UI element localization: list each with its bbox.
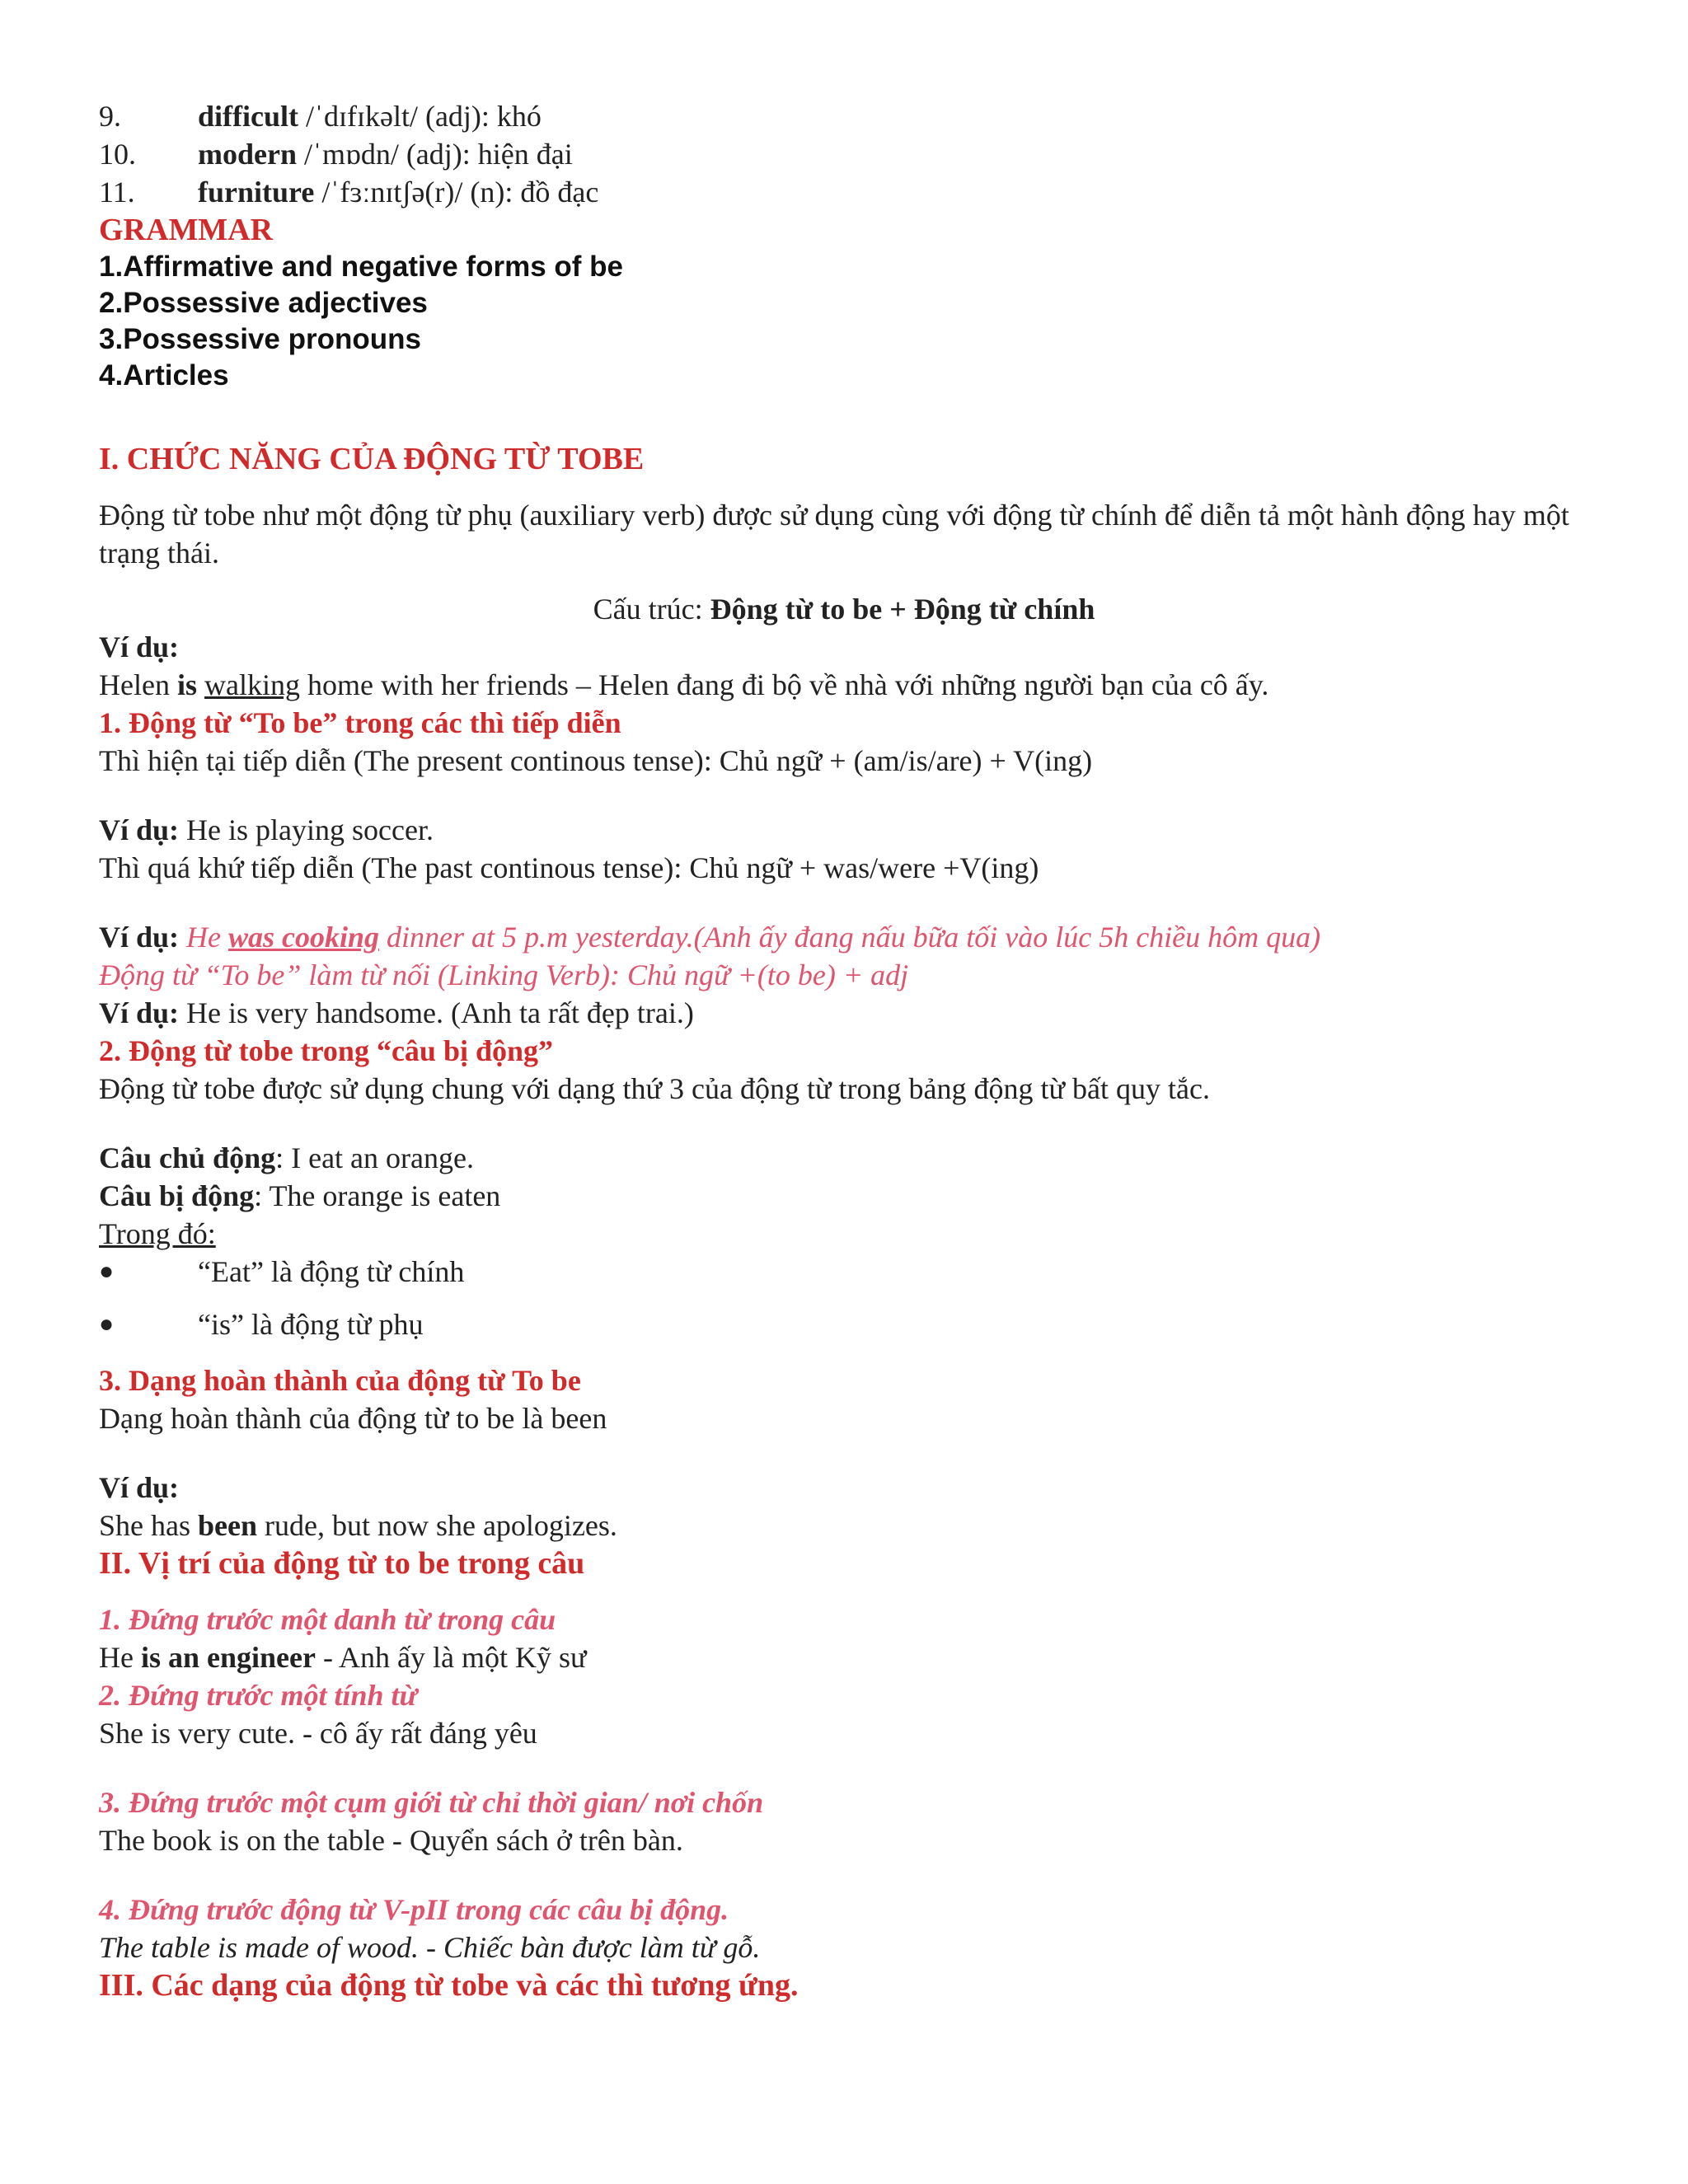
structure-label: Cấu trúc: — [593, 593, 710, 626]
example-text: home with her friends – Helen đang đi bộ về nhà với những người bạn của cô ấy. — [299, 668, 1269, 701]
vocab-number: 10. — [99, 138, 136, 171]
grammar-item: 4.Articles — [99, 359, 229, 391]
structure-line — [99, 590, 1589, 628]
vocab-word: modern — [198, 138, 297, 171]
position-heading: 4. Đứng trước động từ V-pII trong các câu bị động. — [99, 1893, 729, 1926]
subsection-heading: 3. Dạng hoàn thành của động từ To be — [99, 1364, 581, 1397]
example-label: Ví dụ: — [99, 1471, 180, 1504]
structure-formula: Động từ to be + Động từ chính — [710, 593, 1095, 626]
past-continuous-rule: Thì quá khứ tiếp diễn (The past continous tense): Chủ ngữ + was/were +V(ing) — [99, 851, 1039, 884]
bullet-text: “is” là động từ phụ — [198, 1308, 424, 1341]
bullet-text: “Eat” là động từ chính — [198, 1255, 465, 1288]
vocab-item — [99, 173, 1589, 211]
example-sentence — [99, 918, 1589, 956]
position-heading: 1. Đứng trước một danh từ trong câu — [99, 1603, 556, 1636]
example-sentence — [99, 811, 1589, 849]
example-label: Ví dụ: — [99, 996, 180, 1029]
intro-paragraph: Động từ tobe như một động từ phụ (auxiliary verb) được sử dụng cùng với động từ chính để diễn tả một hành động hay một trạng thái. — [99, 499, 1569, 569]
example-label: Ví dụ: — [99, 630, 180, 663]
position-example: The table is made of wood. - Chiếc bàn được làm từ gỗ. — [99, 1931, 761, 1964]
trong-do-label: Trong đó: — [99, 1217, 216, 1250]
grammar-item: 2.Possessive adjectives — [99, 287, 428, 319]
vocab-word: difficult — [198, 100, 298, 133]
bullet-icon: ● — [99, 1258, 115, 1285]
passive-label: Câu bị động — [99, 1179, 255, 1212]
example-text: He — [99, 1641, 141, 1674]
vocab-word: furniture — [198, 176, 315, 209]
subsection-heading: 2. Động từ tobe trong “câu bị động” — [99, 1034, 554, 1067]
bullet-item — [99, 1305, 1589, 1343]
example-text: He is very handsome. (Anh ta rất đẹp trai.) — [179, 996, 694, 1029]
example-text: She has — [99, 1509, 198, 1542]
example-space — [197, 668, 204, 701]
vocab-definition: /ˈfɜːnɪtʃə(r)/ (n): đồ đạc — [314, 176, 599, 209]
position-example — [99, 1638, 1589, 1676]
vocab-definition: /ˈmɒdn/ (adj): hiện đại — [297, 138, 573, 171]
grammar-title: GRAMMAR — [99, 213, 274, 247]
example-sentence — [99, 1507, 1589, 1544]
grammar-item: 1.Affirmative and negative forms of be — [99, 251, 623, 283]
example-text: He is playing soccer. — [179, 813, 434, 846]
section-heading: I. CHỨC NĂNG CỦA ĐỘNG TỪ TOBE — [99, 442, 645, 476]
active-label: Câu chủ động — [99, 1141, 276, 1174]
present-continuous-rule: Thì hiện tại tiếp diễn (The present continous tense): Chủ ngữ + (am/is/are) + V(ing) — [99, 744, 1093, 777]
position-example: She is very cute. - cô ấy rất đáng yêu — [99, 1717, 537, 1750]
active-text: : I eat an orange. — [275, 1141, 474, 1174]
example-label: Ví dụ: — [99, 921, 180, 954]
example-underlined-word: walking — [204, 668, 300, 701]
example-bold-word: been — [198, 1509, 257, 1542]
perfect-description: Dạng hoàn thành của động từ to be là been — [99, 1402, 607, 1435]
example-sentence — [99, 994, 1589, 1032]
subsection-heading: 1. Động từ “To be” trong các thì tiếp diễn — [99, 706, 621, 739]
position-example: The book is on the table - Quyển sách ở trên bàn. — [99, 1824, 683, 1857]
example-text: rude, but now she apologizes. — [257, 1509, 617, 1542]
active-sentence — [99, 1139, 1589, 1177]
example-bold-word: is — [176, 668, 197, 701]
section-heading: III. Các dạng của động từ tobe và các thì tương ứng. — [99, 1968, 799, 2003]
example-label: Ví dụ: — [99, 813, 180, 846]
vocab-item — [99, 97, 1589, 135]
vocab-definition: /ˈdɪfɪkəlt/ (adj): khó — [298, 100, 542, 133]
position-heading: 3. Đứng trước một cụm giới từ chỉ thời gian/ nơi chốn — [99, 1786, 764, 1819]
passive-text: : The orange is eaten — [254, 1179, 501, 1212]
section-heading: II. Vị trí của động từ to be trong câu — [99, 1546, 585, 1581]
vocab-item — [99, 135, 1589, 173]
linking-verb-rule: Động từ “To be” làm từ nối (Linking Verb): Chủ ngữ +(to be) + adj — [99, 958, 909, 991]
example-bold-word: is an engineer — [140, 1641, 316, 1674]
bullet-icon: ● — [99, 1310, 115, 1338]
passive-description: Động từ tobe được sử dụng chung với dạng thứ 3 của động từ trong bảng động từ bất quy tắc. — [99, 1072, 1210, 1105]
bullet-item — [99, 1253, 1589, 1291]
vocab-number: 11. — [99, 176, 135, 209]
example-text: dinner at 5 p.m yesterday.(Anh ấy đang nấu bữa tối vào lúc 5h chiều hôm qua) — [379, 921, 1321, 954]
passive-sentence — [99, 1177, 1589, 1215]
grammar-item: 3.Possessive pronouns — [99, 323, 421, 355]
example-text: Helen — [99, 668, 177, 701]
example-sentence — [99, 666, 1589, 704]
example-text: - Anh ấy là một Kỹ sư — [315, 1641, 587, 1674]
example-text: He — [179, 921, 229, 954]
example-bold-word: was cooking — [228, 921, 380, 954]
position-heading: 2. Đứng trước một tính từ — [99, 1679, 418, 1712]
vocab-number: 9. — [99, 100, 121, 133]
